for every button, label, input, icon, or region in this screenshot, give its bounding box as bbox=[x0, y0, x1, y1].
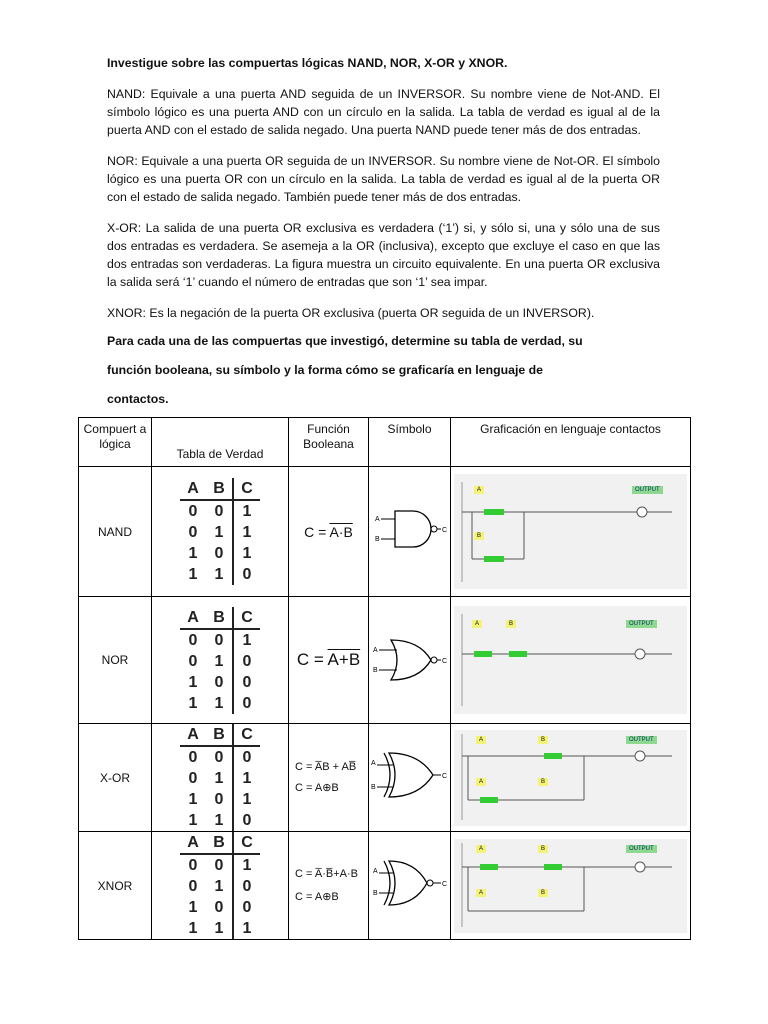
task-line-1: Para cada una de las compuertas que investigó, determine su tabla de verdad, su bbox=[107, 334, 583, 348]
ladder-xnor: A B OUTPUT A B bbox=[451, 832, 691, 940]
symbol-nand bbox=[369, 467, 451, 597]
heading: Investigue sobre las compuertas lógicas NAND, NOR, X-OR y XNOR. bbox=[107, 56, 508, 70]
svg-text:A: A bbox=[375, 516, 380, 523]
ladder-xor: A B OUTPUT A B bbox=[451, 724, 691, 832]
xnor-paragraph: XNOR: Es la negación de la puerta OR exclusiva (puerta OR seguida de un INVERSOR). bbox=[107, 306, 595, 320]
svg-text:C: C bbox=[442, 657, 448, 665]
truth-table-xnor: A B C 0 0 1 0 1 0 1 0 0 1 1 1 bbox=[152, 832, 289, 940]
svg-text:C: C bbox=[442, 773, 448, 780]
ladder-nor: A B OUTPUT bbox=[451, 597, 691, 724]
gate-name-xnor: XNOR bbox=[79, 832, 152, 940]
truth-table-nand: A B C 0 0 1 0 1 1 1 0 1 1 1 0 bbox=[152, 467, 289, 597]
task-line-3: contactos. bbox=[107, 392, 169, 406]
header-truth: Tabla de Verdad bbox=[152, 418, 289, 467]
function-xor: C = A̅B + AB̅ C = A⊕B bbox=[289, 724, 369, 832]
symbol-xor bbox=[369, 724, 451, 832]
header-gate: Compuert a lógica bbox=[79, 418, 152, 467]
svg-text:B: B bbox=[373, 890, 378, 897]
ladder-nand: A OUTPUT B bbox=[451, 467, 691, 597]
svg-text:B: B bbox=[375, 536, 380, 543]
svg-text:A: A bbox=[371, 760, 376, 767]
header-function: Función Booleana bbox=[289, 418, 369, 467]
truth-table-xor: A B C 0 0 0 0 1 1 1 0 1 1 1 0 bbox=[152, 724, 289, 832]
xor-paragraph: X-OR: La salida de una puerta OR exclusiva es verdadera (‘1’) si, y sólo si, una y sólo una de sus dos entradas es verdadera. Se asemeja a la OR (inclusiva), excepto que excluye el caso en que las dos entradas son verdaderas. La figura muestra un circuito equivalente. En una puerta OR exclusiva la salida será ‘1’ cuando el número de entradas que son ‘1’ sea impar. bbox=[107, 221, 660, 289]
task-line-2: función booleana, su símbolo y la forma cómo se graficaría en lenguaje de bbox=[107, 363, 543, 377]
svg-text:C: C bbox=[442, 527, 448, 534]
gate-name-xor: X-OR bbox=[79, 724, 152, 832]
symbol-nor bbox=[369, 597, 451, 724]
gates-table bbox=[78, 417, 691, 940]
svg-text:A: A bbox=[373, 868, 378, 875]
function-xnor: C = A̅·B̅+A·B C = A⊕B bbox=[289, 832, 369, 940]
svg-text:C: C bbox=[442, 881, 448, 888]
function-nand: C = A·B bbox=[289, 467, 369, 597]
nand-paragraph: NAND: Equivale a una puerta AND seguida de un INVERSOR. Su nombre viene de Not-AND. El símbolo lógico es una puerta AND con un círculo en la salida. La tabla de verdad es igual al de la puerta AND con el estado de salida negado. Una puerta NAND puede tener más de dos entradas. bbox=[107, 87, 660, 137]
svg-text:B: B bbox=[371, 784, 376, 791]
svg-text:A: A bbox=[373, 646, 378, 654]
symbol-xnor bbox=[369, 832, 451, 940]
gate-name-nand: NAND bbox=[79, 467, 152, 597]
function-nor: C = A+B bbox=[289, 597, 369, 724]
header-symbol: Símbolo bbox=[369, 418, 451, 467]
nor-paragraph: NOR: Equivale a una puerta OR seguida de un INVERSOR. Su nombre viene de Not-OR. El símbolo lógico es una puerta OR con un círculo en la salida. La tabla de verdad es igual al de la puerta OR con el estado de salida negado. También puede tener más de dos entradas. bbox=[107, 154, 660, 204]
header-ladder: Graficación en lenguaje contactos bbox=[451, 418, 691, 467]
truth-table-nor: A B C 0 0 1 0 1 0 1 0 0 1 1 0 bbox=[152, 597, 289, 724]
svg-text:B: B bbox=[373, 666, 378, 674]
gate-name-nor: NOR bbox=[79, 597, 152, 724]
